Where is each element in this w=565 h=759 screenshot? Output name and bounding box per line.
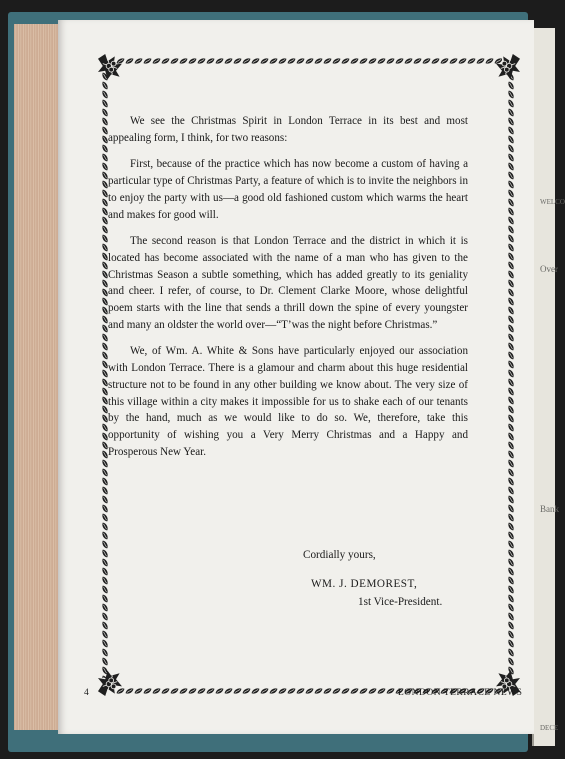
signer-name: WM. J. DEMOREST, <box>311 578 418 590</box>
page-edges <box>14 24 62 730</box>
letter-body <box>108 113 468 470</box>
next-page-fragment: DECE <box>540 724 559 732</box>
next-page-fragment: Over <box>540 264 558 274</box>
page-number: 4 <box>84 688 90 698</box>
next-page-fragment: WELCO <box>540 198 565 206</box>
next-page-fragment: Bank <box>540 504 559 514</box>
signer-title: 1st Vice-President. <box>358 596 443 608</box>
paragraph: We, of Wm. A. White & Sons have particularly enjoyed our association with London Terrace. There is a glamour and charm about this huge residential structure not to be found in any other building we know about. The very size of this village within a city makes it impossible for us to shake each of our tenants by the hand, much as we would like to do so. We, therefore, take this opportunity of wishing you a Very Merry Christmas and a Happy and Prosperous New Year. <box>108 345 468 458</box>
border-top <box>116 54 502 68</box>
next-page-edge <box>532 28 565 746</box>
paragraph: We see the Christmas Spirit in London Terrace in its best and most appealing form, I think, for two reasons: <box>108 115 468 144</box>
paragraph: The second reason is that London Terrace and the district in which it is located has become associated with the name of a man who has given to the Christmas Season a subtle something, which has added greatly to its geniality and cheer. I refer, of course, to Dr. Clement Clarke Moore, whose delightful poem starts with the line that sends a thrill down the spine of every youngster and many an oldster the world over—“T’was the night before Christmas.” <box>108 235 468 331</box>
paragraph: First, because of the practice which has now become a custom of having a particular type of Christmas Party, a feature of which is to invite the neighbors in to enjoy the party with us—a good old fashioned custom which warms the heart and makes for good will. <box>108 158 468 221</box>
border-right <box>506 72 520 678</box>
publication-name: LONDON TERRACE NEWS <box>398 688 523 698</box>
closing: Cordially yours, <box>303 549 376 561</box>
